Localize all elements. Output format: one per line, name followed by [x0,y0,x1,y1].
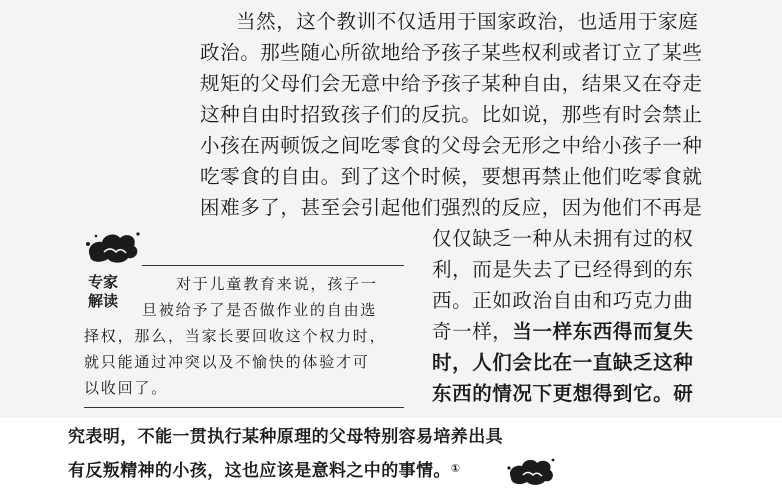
note-text-line: 以收回了。 [84,379,169,397]
note-bottom-rule [84,407,404,408]
footnote-mark[interactable]: ① [450,462,461,475]
note-text-line: 对于儿童教育来说，孩子一 [176,275,378,293]
main-text-line: 西。正如政治自由和巧克力曲 [432,289,694,312]
footnote-badge [506,454,556,488]
ink-splash-icon [84,226,142,266]
bold-text: 当一样东西得而复失 [512,320,694,343]
main-text-line-mixed [432,320,693,344]
main-text-line: 小孩在两顿饭之间吃零食的父母会无形之中给小孩子一种 [200,134,703,157]
main-text-line: 仅仅缺乏一种从未拥有过的权 [432,227,694,250]
expert-label-line2: 解读 [88,292,119,310]
main-text-line: 规矩的父母们会无意中给予孩子某种自由，结果又在夺走 [200,72,703,95]
bold-text: 东西的情况下更想得到它。 [432,382,674,405]
expert-badge [84,226,142,266]
bold-text: 研 [673,382,694,405]
note-text-line: 就只能通过冲突以及不愉快的体验才可 [84,353,370,371]
note-text-line: 择权，那么，当家长要回收这个权力时， [84,327,387,345]
plain-text: 奇一样， [432,320,513,343]
bold-text-line: 时，人们会比在一直缺乏这种 [432,351,694,374]
note-top-rule [142,265,404,266]
main-text-line: 吃零食的自由。到了这个时候，要想再禁止他们吃零食就 [200,165,703,188]
continuation-text: 有反叛精神的小孩，这也应该是意料之中的事情。 [68,461,451,481]
main-text-line-mixed [432,382,693,406]
main-text-line: 困难多了，甚至会引起他们强烈的反应，因为他们不再是 [200,196,703,219]
note-text-line: 旦被给予了是否做作业的自由选 [142,301,378,319]
continuation-line-last [68,460,461,482]
main-text-line: 政治。那些随心所欲地给予孩子某些权利或者订立了某些 [200,41,703,64]
expert-label-line1: 专家 [88,273,119,291]
ink-splash-icon [506,454,556,488]
main-text-line: 这种自由时招致孩子们的反抗。比如说，那些有时会禁止 [200,103,703,126]
main-text-line: 利，而是失去了已经得到的东 [432,258,694,281]
main-text-line: 当然，这个教训不仅适用于国家政治，也适用于家庭 [236,10,699,33]
continuation-line: 究表明，不能一贯执行某种原理的父母特别容易培养出具 [68,427,503,447]
